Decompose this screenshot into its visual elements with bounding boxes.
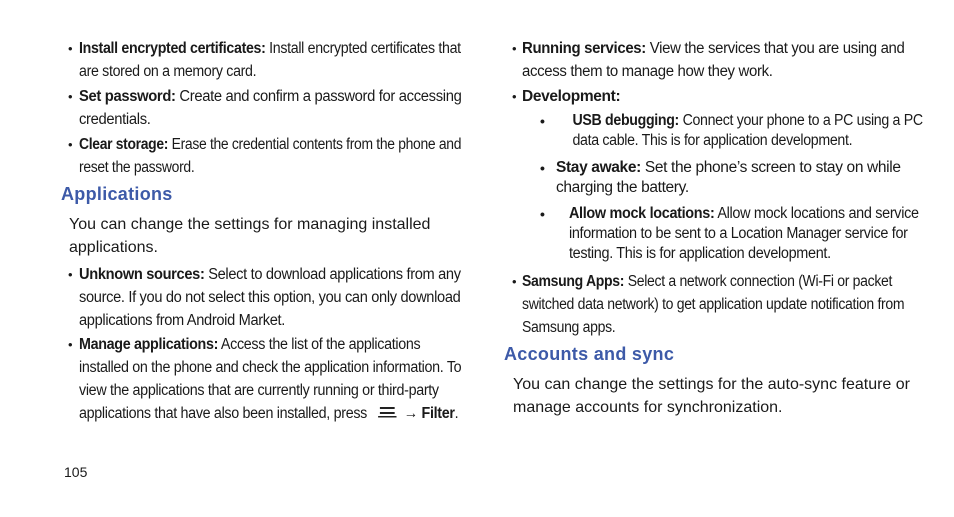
menu-key-icon — [378, 402, 398, 425]
sub-list-item — [556, 158, 901, 198]
section-heading-applications: Applications — [61, 184, 173, 204]
item-desc-cont: switched data network) to get application update notification from — [522, 296, 905, 313]
bullet: • — [512, 89, 517, 104]
sub-list-item — [572, 111, 922, 151]
item-desc: View the services that you are using and — [645, 40, 905, 57]
list-item — [79, 37, 461, 83]
item-desc-cont: access them to manage how they work. — [522, 63, 773, 80]
item-desc-cont: Samsung apps. — [522, 319, 616, 336]
bullet: • — [512, 41, 517, 56]
list-item — [79, 263, 461, 332]
item-desc-cont: applications that have also been installed, press — [79, 405, 367, 422]
item-term: Install encrypted certificates: — [79, 40, 266, 57]
section-heading-accounts: Accounts and sync — [504, 344, 675, 364]
item-desc-cont: data cable. This is for application development. — [572, 132, 853, 149]
filter-label: Filter — [421, 405, 455, 422]
item-desc: Install encrypted certificates that — [265, 40, 461, 57]
item-desc-cont: testing. This is for application development. — [568, 245, 831, 262]
item-desc: Select a network connection (Wi-Fi or packet — [624, 273, 893, 290]
period: . — [454, 405, 459, 422]
item-desc: Access the list of the applications — [218, 336, 421, 353]
item-term: Running services: — [522, 40, 646, 57]
item-term: USB debugging: — [572, 112, 679, 129]
item-term: Allow mock locations: — [568, 205, 715, 222]
list-item — [522, 85, 620, 108]
bullet: • — [68, 137, 73, 152]
item-term: Samsung Apps: — [522, 273, 625, 290]
item-desc-cont: credentials. — [79, 111, 151, 128]
sub-bullet: • — [540, 206, 545, 222]
list-item — [79, 133, 461, 179]
item-desc: Erase the credential contents from the phone and — [168, 136, 462, 153]
item-desc-cont: applications from Android Market. — [79, 312, 286, 329]
item-desc-cont: source. If you do not select this option, you can only download — [79, 289, 461, 306]
item-desc-cont: view the applications that are currently running or third-party — [79, 382, 439, 399]
item-desc-cont: are stored on a memory card. — [79, 63, 257, 80]
item-desc-cont: charging the battery. — [556, 179, 689, 196]
bullet: • — [68, 267, 73, 282]
bullet: • — [68, 89, 73, 104]
item-desc-cont: installed on the phone and check the application information. To — [79, 359, 462, 376]
sub-bullet: • — [540, 160, 545, 176]
bullet: • — [512, 274, 517, 289]
bullet: • — [68, 337, 73, 352]
applications-intro: You can change the settings for managing installed applications. — [69, 216, 431, 256]
item-term: Set password: — [79, 88, 176, 105]
list-item — [522, 37, 905, 83]
item-term: Manage applications: — [79, 336, 219, 353]
item-desc-cont: information to be sent to a Location Manager service for — [568, 225, 908, 242]
item-term: Stay awake: — [556, 159, 641, 176]
item-desc: Allow mock locations and service — [714, 205, 919, 222]
list-item — [522, 270, 904, 339]
bullet: • — [68, 41, 73, 56]
list-item — [79, 333, 461, 425]
item-term: Development: — [522, 88, 621, 105]
item-term: Unknown sources: — [79, 266, 205, 283]
sub-bullet: • — [540, 113, 545, 129]
page-number: 105 — [64, 464, 88, 480]
accounts-intro: You can change the settings for the auto-sync feature or manage accounts for synchronization. — [513, 376, 910, 416]
item-desc-cont: reset the password. — [79, 159, 195, 176]
item-desc: Connect your phone to a PC using a PC — [678, 112, 923, 129]
item-term: Clear storage: — [79, 136, 169, 153]
sub-list-item — [569, 204, 919, 264]
item-desc: Set the phone’s screen to stay on while — [640, 159, 901, 176]
list-item — [79, 85, 461, 131]
item-desc: Select to download applications from any — [204, 266, 461, 283]
arrow-glyph: → — [403, 405, 418, 422]
item-desc: Create and confirm a password for accessing — [175, 88, 462, 105]
